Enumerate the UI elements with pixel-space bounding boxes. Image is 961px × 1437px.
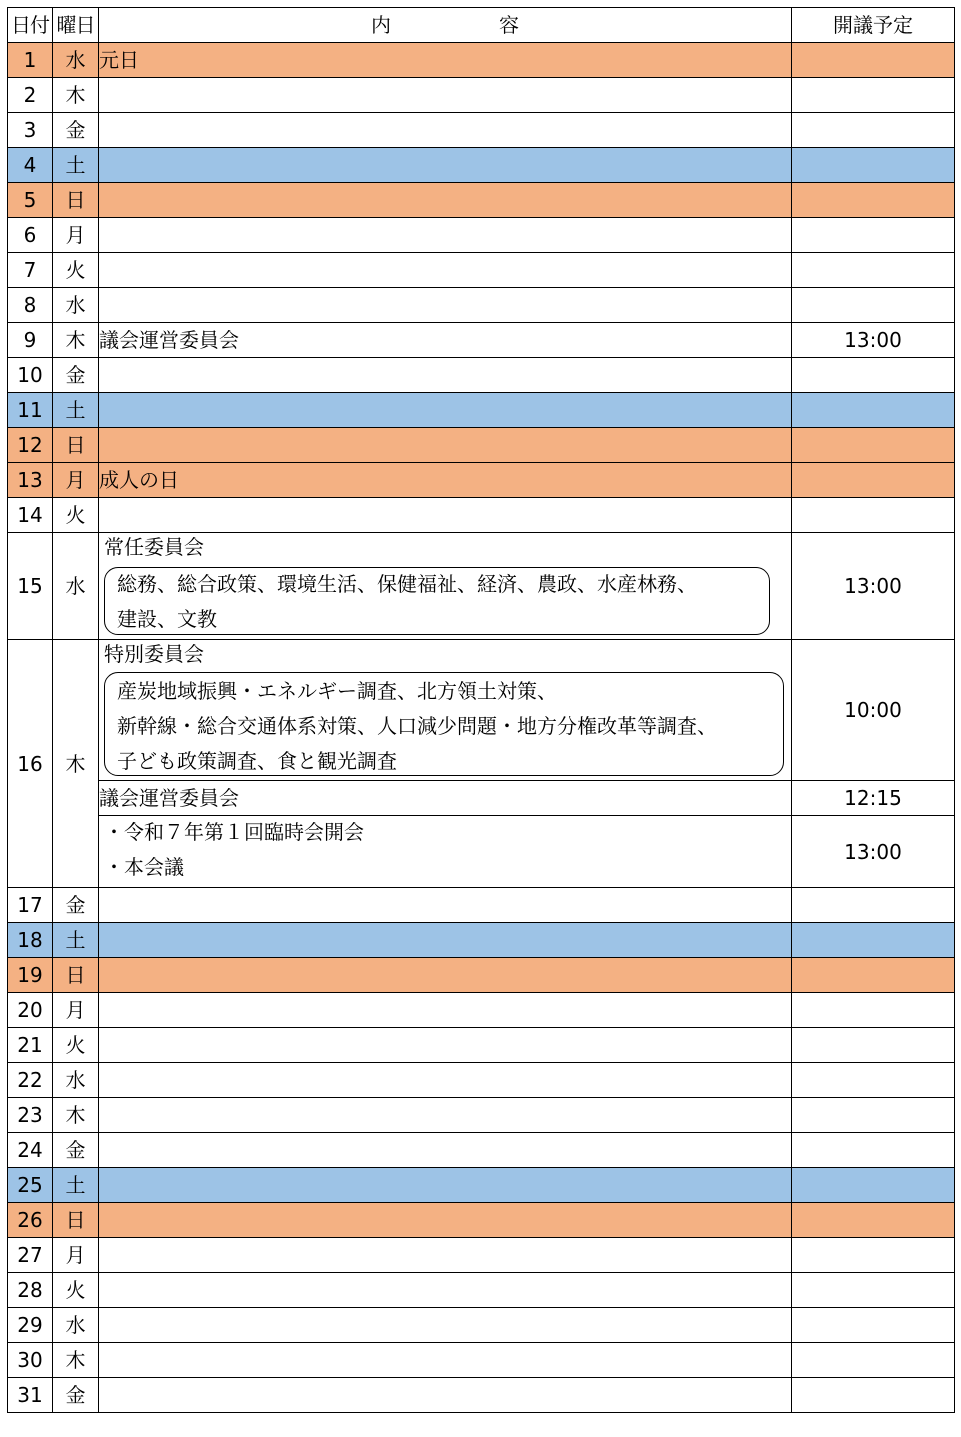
time-cell bbox=[792, 183, 955, 218]
date-cell: 29 bbox=[8, 1308, 53, 1343]
table-row-day-16-sub bbox=[8, 816, 955, 888]
committee-list-bracket bbox=[104, 567, 770, 635]
time-cell: 13:00 bbox=[792, 533, 955, 640]
schedule-table bbox=[7, 7, 955, 1413]
date-cell: 18 bbox=[8, 923, 53, 958]
time-cell: 10:00 bbox=[792, 640, 955, 781]
table-row-day-16-sub bbox=[8, 781, 955, 816]
date-cell: 16 bbox=[8, 640, 53, 888]
table-row bbox=[8, 1168, 955, 1203]
header-start-time: 開議予定 bbox=[792, 8, 955, 43]
committee-list-line: 産炭地域振興・エネルギー調査、北方領土対策、 bbox=[117, 679, 557, 703]
table-row bbox=[8, 113, 955, 148]
time-cell bbox=[792, 218, 955, 253]
time-cell bbox=[792, 993, 955, 1028]
time-cell bbox=[792, 148, 955, 183]
content-cell bbox=[99, 218, 792, 253]
time-cell: 13:00 bbox=[792, 323, 955, 358]
time-cell bbox=[792, 498, 955, 533]
content-cell bbox=[99, 1063, 792, 1098]
date-cell: 20 bbox=[8, 993, 53, 1028]
day-of-week-cell: 金 bbox=[53, 1133, 99, 1168]
table-row bbox=[8, 1238, 955, 1273]
table-row-day-16 bbox=[8, 640, 955, 781]
date-cell: 7 bbox=[8, 253, 53, 288]
date-cell: 1 bbox=[8, 43, 53, 78]
content-cell bbox=[99, 1098, 792, 1133]
content-cell bbox=[99, 183, 792, 218]
table-row bbox=[8, 463, 955, 498]
day-of-week-cell: 日 bbox=[53, 428, 99, 463]
table-row bbox=[8, 148, 955, 183]
date-cell: 30 bbox=[8, 1343, 53, 1378]
table-row bbox=[8, 218, 955, 253]
date-cell: 26 bbox=[8, 1203, 53, 1238]
day-of-week-cell: 木 bbox=[53, 323, 99, 358]
content-cell bbox=[99, 993, 792, 1028]
header-content-left: 内 bbox=[371, 13, 391, 37]
day-of-week-cell: 火 bbox=[53, 253, 99, 288]
day-of-week-cell: 土 bbox=[53, 923, 99, 958]
time-cell bbox=[792, 923, 955, 958]
day-of-week-cell: 月 bbox=[53, 1238, 99, 1273]
date-cell: 21 bbox=[8, 1028, 53, 1063]
date-cell: 27 bbox=[8, 1238, 53, 1273]
table-row bbox=[8, 1378, 955, 1413]
table-row bbox=[8, 498, 955, 533]
agenda-line: ・本会議 bbox=[104, 855, 184, 879]
date-cell: 9 bbox=[8, 323, 53, 358]
content-cell bbox=[99, 428, 792, 463]
header-date: 日付 bbox=[8, 8, 53, 43]
time-cell bbox=[792, 358, 955, 393]
table-row bbox=[8, 78, 955, 113]
time-cell bbox=[792, 1063, 955, 1098]
date-cell: 6 bbox=[8, 218, 53, 253]
time-cell bbox=[792, 1343, 955, 1378]
content-cell: 議会運営委員会 bbox=[99, 323, 792, 358]
content-cell bbox=[99, 958, 792, 993]
time-cell bbox=[792, 1378, 955, 1413]
content-cell bbox=[99, 78, 792, 113]
day-of-week-cell: 火 bbox=[53, 1273, 99, 1308]
content-cell bbox=[99, 1203, 792, 1238]
day-of-week-cell: 木 bbox=[53, 640, 99, 888]
day-of-week-cell: 水 bbox=[53, 1063, 99, 1098]
schedule-body-special bbox=[8, 533, 955, 888]
table-row bbox=[8, 1028, 955, 1063]
schedule-body-first bbox=[8, 43, 955, 533]
day-of-week-cell: 日 bbox=[53, 183, 99, 218]
content-cell bbox=[99, 498, 792, 533]
date-cell: 12 bbox=[8, 428, 53, 463]
date-cell: 11 bbox=[8, 393, 53, 428]
content-cell bbox=[99, 358, 792, 393]
table-row bbox=[8, 993, 955, 1028]
header-content-right: 容 bbox=[499, 13, 519, 37]
day-of-week-cell: 土 bbox=[53, 1168, 99, 1203]
content-cell bbox=[99, 1273, 792, 1308]
date-cell: 14 bbox=[8, 498, 53, 533]
day-of-week-cell: 火 bbox=[53, 1028, 99, 1063]
content-cell bbox=[99, 533, 792, 640]
date-cell: 17 bbox=[8, 888, 53, 923]
time-cell bbox=[792, 1133, 955, 1168]
content-cell bbox=[99, 1308, 792, 1343]
table-row bbox=[8, 1133, 955, 1168]
time-cell bbox=[792, 78, 955, 113]
content-cell bbox=[99, 1343, 792, 1378]
time-cell bbox=[792, 1098, 955, 1133]
day-of-week-cell: 金 bbox=[53, 1378, 99, 1413]
date-cell: 15 bbox=[8, 533, 53, 640]
content-cell bbox=[99, 1168, 792, 1203]
committee-list-line: 総務、総合政策、環境生活、保健福祉、経済、農政、水産林務、 bbox=[117, 572, 697, 596]
day-of-week-cell: 日 bbox=[53, 958, 99, 993]
date-cell: 28 bbox=[8, 1273, 53, 1308]
day-of-week-cell: 金 bbox=[53, 888, 99, 923]
date-cell: 8 bbox=[8, 288, 53, 323]
time-cell bbox=[792, 1168, 955, 1203]
time-cell bbox=[792, 43, 955, 78]
day-of-week-cell: 月 bbox=[53, 218, 99, 253]
day-of-week-cell: 月 bbox=[53, 993, 99, 1028]
committee-list-line: 子ども政策調査、食と観光調査 bbox=[117, 749, 397, 773]
day-of-week-cell: 日 bbox=[53, 1203, 99, 1238]
day-of-week-cell: 土 bbox=[53, 393, 99, 428]
content-cell bbox=[99, 1028, 792, 1063]
day-of-week-cell: 水 bbox=[53, 43, 99, 78]
header-day-of-week: 曜日 bbox=[53, 8, 99, 43]
table-row bbox=[8, 1063, 955, 1098]
content-cell bbox=[99, 816, 792, 888]
header-content bbox=[99, 8, 792, 43]
time-cell: 12:15 bbox=[792, 781, 955, 816]
table-row bbox=[8, 393, 955, 428]
table-row bbox=[8, 923, 955, 958]
agenda-line: ・令和７年第１回臨時会開会 bbox=[104, 820, 364, 844]
date-cell: 13 bbox=[8, 463, 53, 498]
content-cell bbox=[99, 113, 792, 148]
table-row bbox=[8, 1203, 955, 1238]
table-row bbox=[8, 1308, 955, 1343]
table-row bbox=[8, 958, 955, 993]
date-cell: 4 bbox=[8, 148, 53, 183]
day-of-week-cell: 木 bbox=[53, 1098, 99, 1133]
table-row bbox=[8, 288, 955, 323]
committee-title: 特別委員会 bbox=[104, 642, 204, 666]
committee-list-bracket bbox=[104, 672, 784, 776]
time-cell bbox=[792, 1238, 955, 1273]
time-cell bbox=[792, 288, 955, 323]
day-of-week-cell: 木 bbox=[53, 1343, 99, 1378]
content-cell bbox=[99, 1238, 792, 1273]
time-cell bbox=[792, 1028, 955, 1063]
time-cell bbox=[792, 1308, 955, 1343]
table-row bbox=[8, 1343, 955, 1378]
content-cell bbox=[99, 640, 792, 781]
content-cell: 議会運営委員会 bbox=[99, 781, 792, 816]
content-cell bbox=[99, 148, 792, 183]
table-row bbox=[8, 358, 955, 393]
table-row bbox=[8, 888, 955, 923]
table-row bbox=[8, 428, 955, 463]
table-row bbox=[8, 253, 955, 288]
date-cell: 22 bbox=[8, 1063, 53, 1098]
table-row bbox=[8, 1273, 955, 1308]
content-cell bbox=[99, 393, 792, 428]
time-cell bbox=[792, 463, 955, 498]
committee-title: 常任委員会 bbox=[104, 535, 204, 559]
day-of-week-cell: 月 bbox=[53, 463, 99, 498]
table-row bbox=[8, 323, 955, 358]
content-cell bbox=[99, 1378, 792, 1413]
day-of-week-cell: 金 bbox=[53, 113, 99, 148]
date-cell: 5 bbox=[8, 183, 53, 218]
date-cell: 23 bbox=[8, 1098, 53, 1133]
time-cell bbox=[792, 253, 955, 288]
table-row bbox=[8, 43, 955, 78]
date-cell: 19 bbox=[8, 958, 53, 993]
content-cell bbox=[99, 253, 792, 288]
day-of-week-cell: 水 bbox=[53, 1308, 99, 1343]
content-cell bbox=[99, 1133, 792, 1168]
content-cell: 元日 bbox=[99, 43, 792, 78]
day-of-week-cell: 木 bbox=[53, 78, 99, 113]
date-cell: 31 bbox=[8, 1378, 53, 1413]
committee-list-line: 建設、文教 bbox=[117, 607, 217, 631]
time-cell bbox=[792, 428, 955, 463]
content-cell bbox=[99, 923, 792, 958]
content-cell bbox=[99, 288, 792, 323]
time-cell bbox=[792, 958, 955, 993]
day-of-week-cell: 水 bbox=[53, 288, 99, 323]
time-cell bbox=[792, 1273, 955, 1308]
day-of-week-cell: 金 bbox=[53, 358, 99, 393]
committee-list-line: 新幹線・総合交通体系対策、人口減少問題・地方分権改革等調査、 bbox=[117, 714, 717, 738]
time-cell bbox=[792, 1203, 955, 1238]
time-cell bbox=[792, 888, 955, 923]
table-row bbox=[8, 1098, 955, 1133]
date-cell: 2 bbox=[8, 78, 53, 113]
table-row bbox=[8, 183, 955, 218]
time-cell bbox=[792, 393, 955, 428]
schedule-body-second bbox=[8, 888, 955, 1413]
date-cell: 25 bbox=[8, 1168, 53, 1203]
header-row bbox=[8, 8, 955, 43]
time-cell bbox=[792, 113, 955, 148]
date-cell: 10 bbox=[8, 358, 53, 393]
day-of-week-cell: 水 bbox=[53, 533, 99, 640]
table-row-day-15 bbox=[8, 533, 955, 640]
content-cell: 成人の日 bbox=[99, 463, 792, 498]
content-cell bbox=[99, 888, 792, 923]
date-cell: 3 bbox=[8, 113, 53, 148]
day-of-week-cell: 火 bbox=[53, 498, 99, 533]
day-of-week-cell: 土 bbox=[53, 148, 99, 183]
time-cell: 13:00 bbox=[792, 816, 955, 888]
date-cell: 24 bbox=[8, 1133, 53, 1168]
